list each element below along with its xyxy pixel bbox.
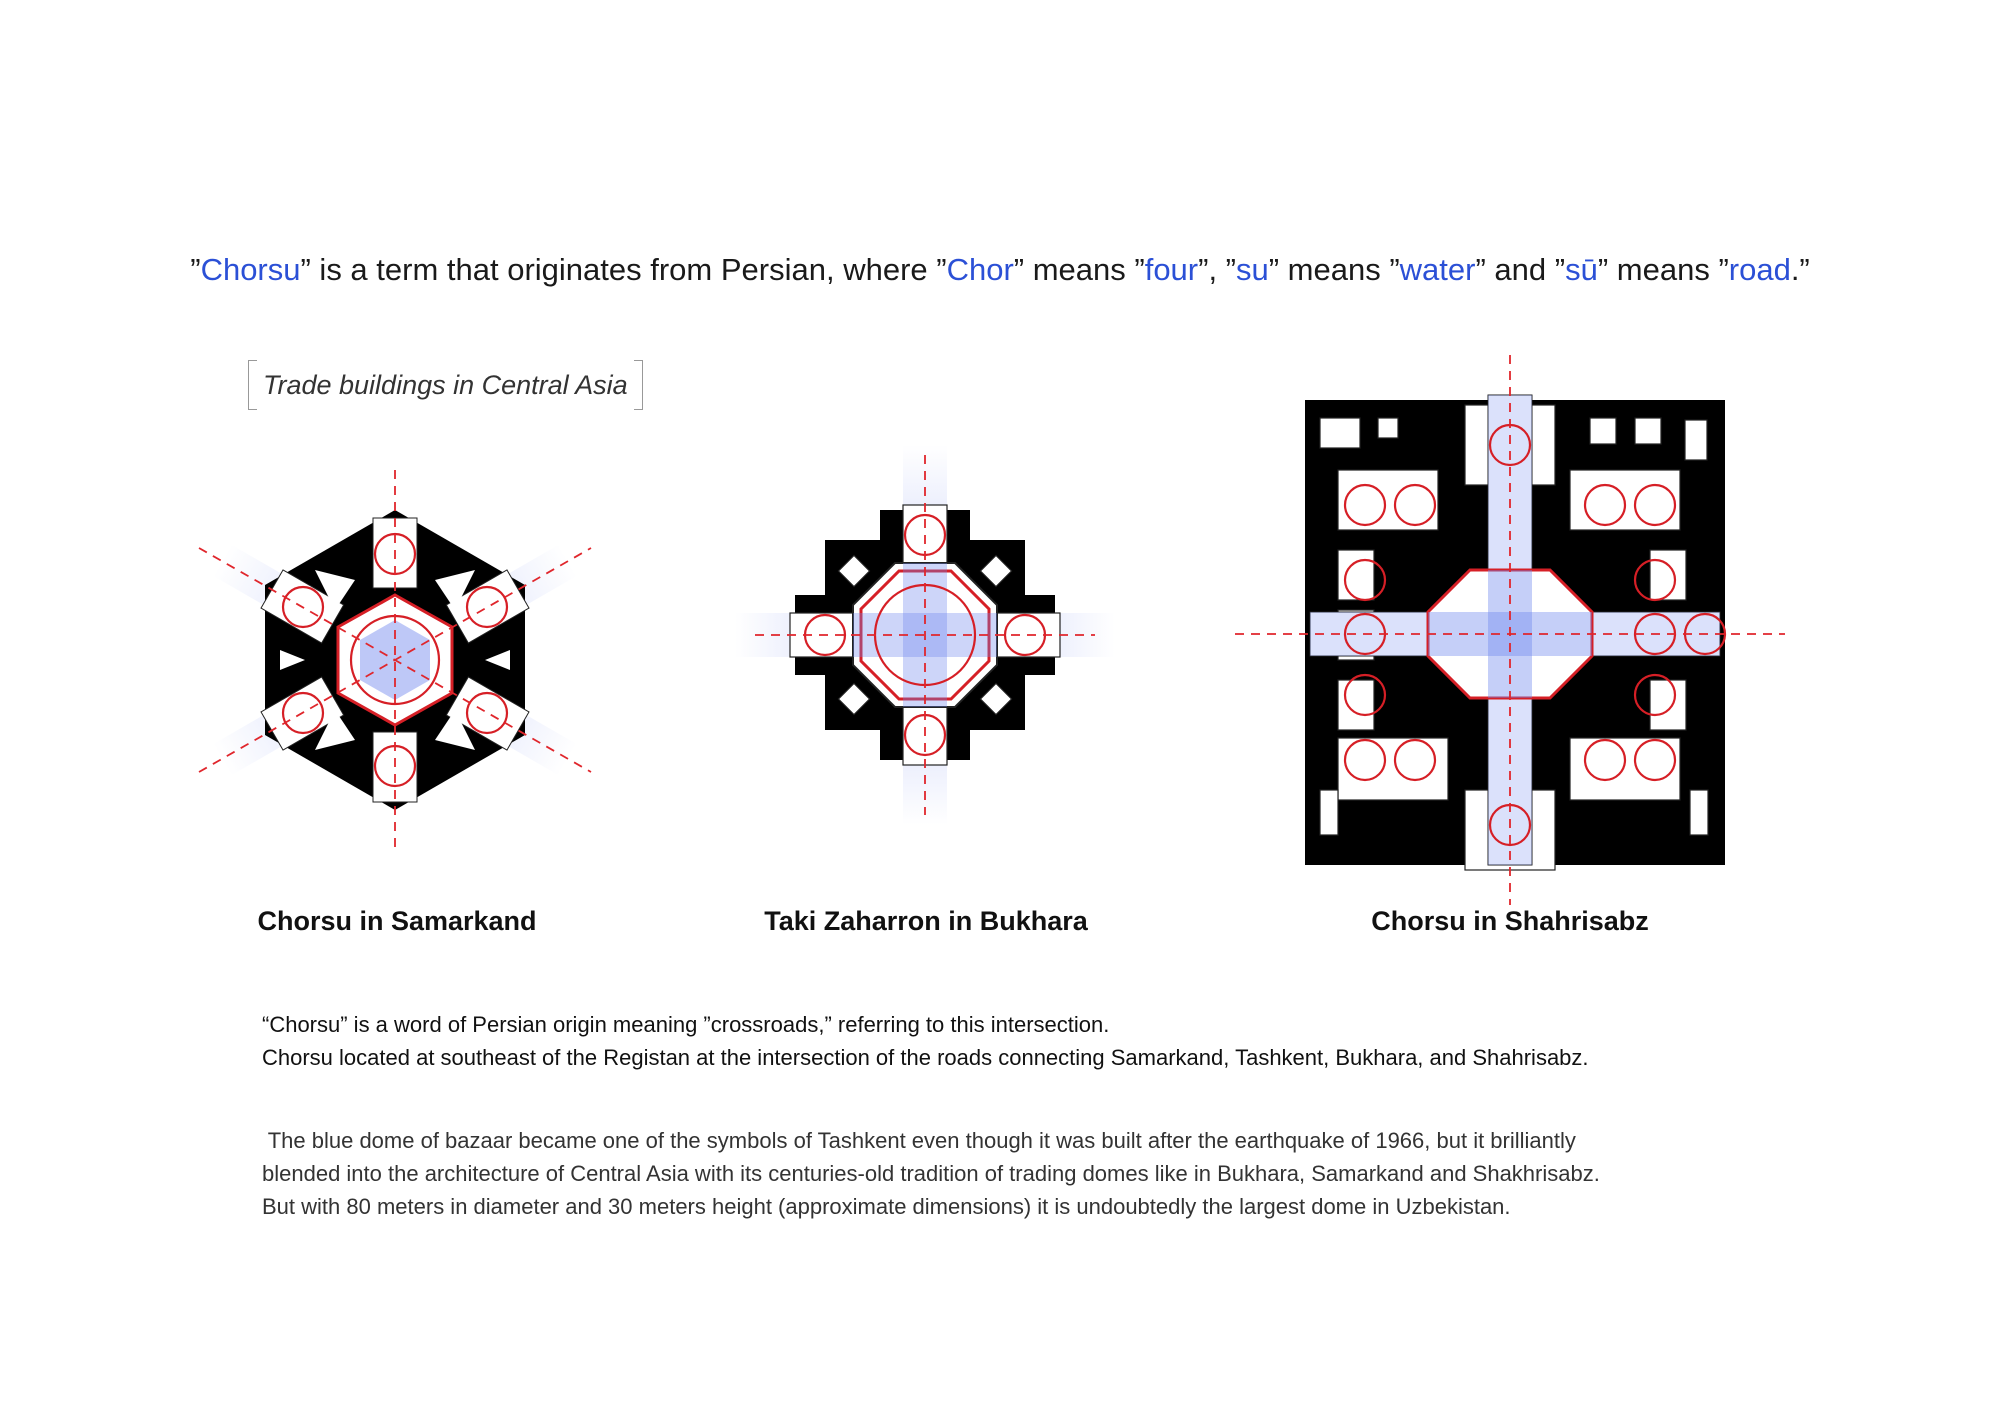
samarkand-plan xyxy=(195,460,595,860)
headline-part: ”, ” xyxy=(1198,252,1236,287)
body-line-1: The blue dome of bazaar became one of the symbols of Tashkent even though it was built after the earthquake of 1966, but it brilliantly xyxy=(262,1128,1576,1153)
shahrisabz-plan xyxy=(1230,350,1790,910)
headline-highlight: su xyxy=(1236,252,1269,287)
headline-highlight: Chorsu xyxy=(200,252,301,287)
caption-bukhara: Taki Zaharron in Bukhara xyxy=(764,906,1088,936)
headline-part: ” and ” xyxy=(1475,252,1566,287)
headline-part: ” xyxy=(190,252,201,287)
headline-part: .” xyxy=(1790,252,1810,287)
description-line-2: Chorsu located at southeast of the Registan at the intersection of the roads connecting Samarkand, Tashkent, Bukhara, and Shahrisabz. xyxy=(262,1045,1589,1070)
headline-part: ” means ” xyxy=(1268,252,1400,287)
axis-lines xyxy=(755,455,1095,815)
headline-part: ” is a term that originates from Persian, where ” xyxy=(300,252,947,287)
headline-highlight: four xyxy=(1144,252,1199,287)
description-line-1: “Chorsu” is a word of Persian origin meaning ”crossroads,” referring to this intersection. xyxy=(262,1012,1110,1037)
caption-shahrisabz: Chorsu in Shahrisabz xyxy=(1371,906,1649,936)
body-line-2: blended into the architecture of Central Asia with its centuries-old tradition of trading domes like in Bukhara, Samarkand and Shakhrisabz. xyxy=(262,1161,1600,1186)
axis-lines xyxy=(199,470,591,850)
headline-part: ” means ” xyxy=(1013,252,1145,287)
headline xyxy=(0,252,2000,288)
headline-highlight: road xyxy=(1728,252,1791,287)
section-tag: Trade buildings in Central Asia xyxy=(248,360,643,410)
caption-samarkand: Chorsu in Samarkand xyxy=(257,906,537,936)
headline-highlight: water xyxy=(1399,252,1476,287)
headline-highlight: Chor xyxy=(946,252,1014,287)
bukhara-plan xyxy=(735,445,1115,825)
headline-highlight: sū xyxy=(1565,252,1598,287)
headline-part: ” means ” xyxy=(1597,252,1729,287)
body-line-3: But with 80 meters in diameter and 30 meters height (approximate dimensions) it is undoubtedly the largest dome in Uzbekistan. xyxy=(262,1194,1511,1219)
